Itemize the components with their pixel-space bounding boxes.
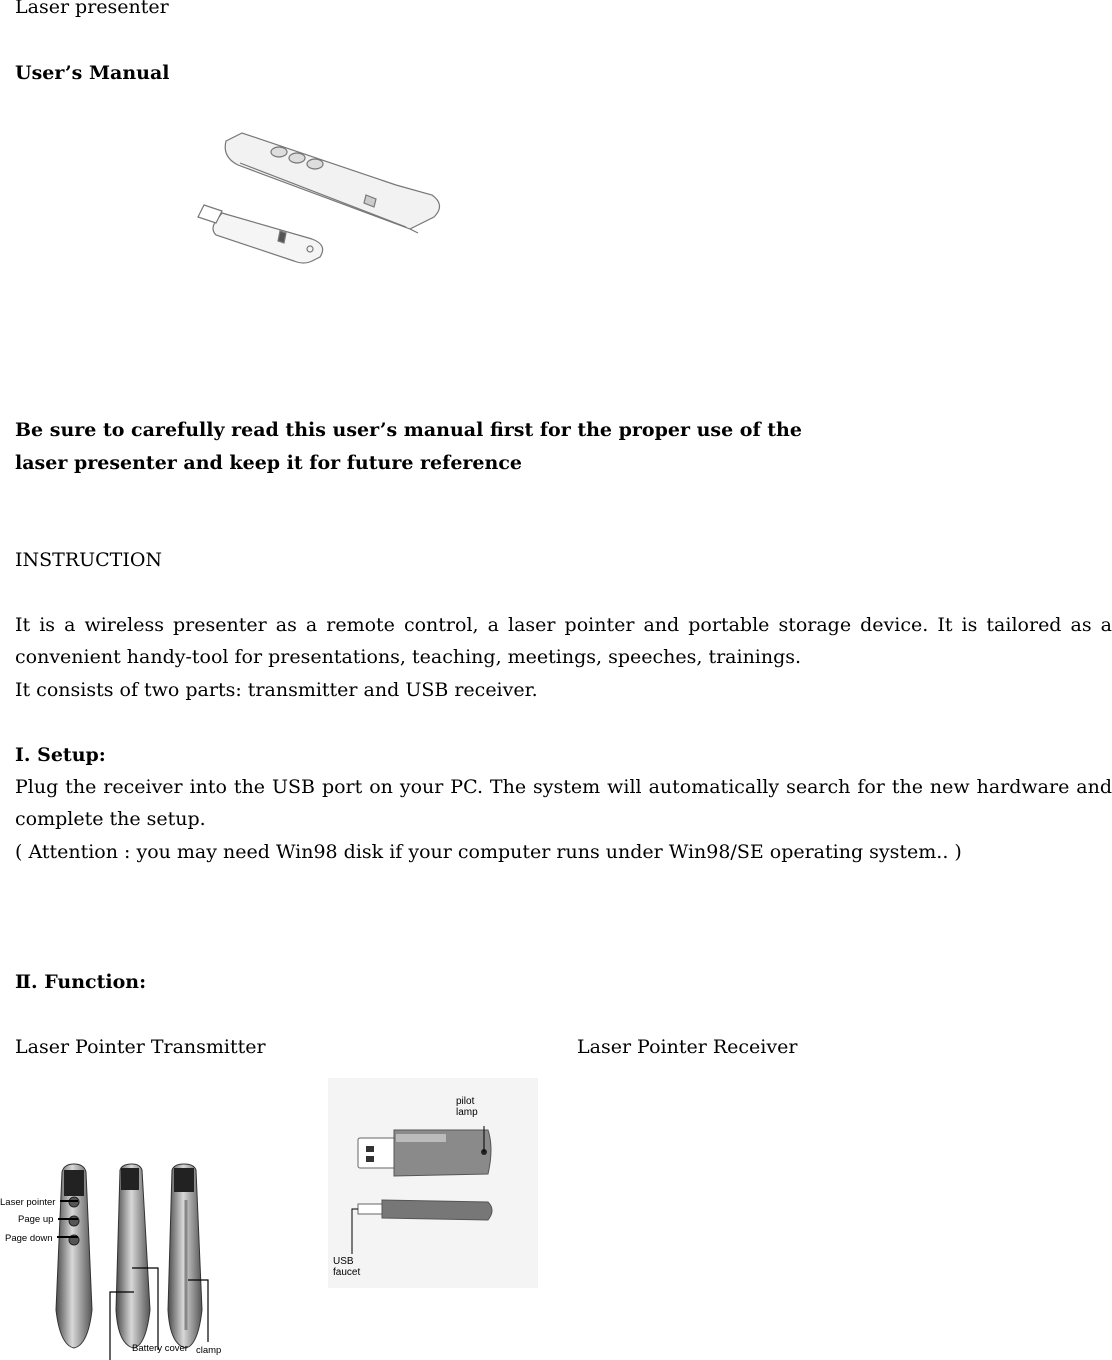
usb-plug-side [358, 1204, 384, 1214]
receiver-diagram [328, 1078, 538, 1288]
setup-numeral: Ⅰ [15, 744, 24, 766]
function-numeral: Ⅱ [15, 971, 32, 993]
callout-battery-cover: Battery cover [132, 1343, 188, 1354]
setup-attention-text: ( Attention : you may need Win98 disk if your computer runs under Win98/SE operating system.. ) [15, 841, 962, 863]
function-heading-text: . Function: [31, 971, 147, 993]
product-illustration [196, 125, 446, 265]
instruction-paragraph: It is a wireless presenter as a remote control, a laser pointer and portable storage device. It is tailored as a convenient handy-tool for presentations, teaching, meetings, speeches, trainings. [15, 614, 1112, 668]
function-heading [15, 966, 146, 998]
callout-pilot: pilot [456, 1096, 475, 1107]
setup-heading [15, 739, 106, 771]
callout-usb: USB [333, 1256, 354, 1267]
transmitter-side-view [116, 1164, 150, 1348]
callout-faucet: faucet [333, 1267, 361, 1278]
callout-lamp: lamp [456, 1107, 478, 1118]
setup-heading-text: . Setup: [23, 744, 106, 766]
manual-title: User’s Manual [15, 62, 170, 84]
instruction-heading: INSTRUCTION [15, 549, 163, 571]
callout-laser-pointer: Laser pointer [0, 1197, 56, 1208]
receiver-body-side [382, 1200, 492, 1220]
transmitter-label: Laser Pointer Transmitter [15, 1036, 266, 1058]
notice-line-1: Be sure to carefully read this user’s manual first for the proper use of the [15, 419, 802, 441]
callout-page-up: Page up [18, 1214, 54, 1225]
receiver-label: Laser Pointer Receiver [577, 1036, 798, 1058]
usb-receiver-body [213, 213, 323, 263]
usb-plug-top [358, 1138, 396, 1168]
doc-label: Laser presenter [15, 0, 169, 18]
presenter-pen-body [225, 133, 439, 229]
callout-clamp: clamp [196, 1345, 222, 1356]
setup-paragraph: Plug the receiver into the USB port on your PC. The system will automatically search for the new hardware and complete the setup. [15, 776, 1112, 830]
transmitter-diagram [0, 1160, 230, 1360]
notice-line-2: laser presenter and keep it for future reference [15, 452, 522, 474]
instruction-parts-text: It consists of two parts: transmitter and USB receiver. [15, 679, 538, 701]
callout-page-down: Page down [5, 1233, 53, 1244]
